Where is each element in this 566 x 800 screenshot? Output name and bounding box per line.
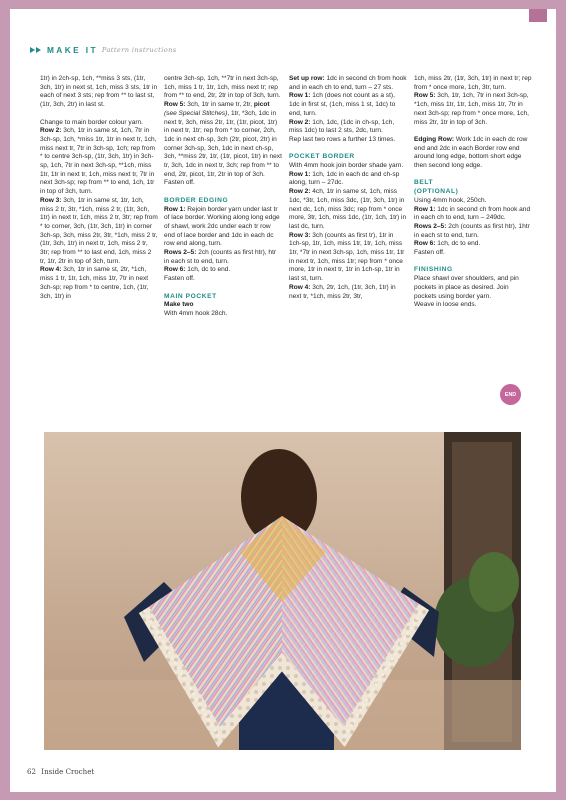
instruction-paragraph <box>414 301 532 310</box>
instruction-text: 1tr) in 2ch-sp, 1ch, **miss 3 sts, (1tr, 3ch, 1tr) in next st, 1ch, miss 3 sts, 1tr in each of next 3 sts; rep from ** to last st, (1tr, 3ch, 2tr) in last st. <box>40 75 158 109</box>
instruction-paragraph <box>289 232 407 284</box>
instruction-text: 3ch, 1tr in same tr, 2tr, <box>185 101 254 109</box>
instruction-text: Using 4mm hook, 250ch. <box>414 196 487 204</box>
row-label: Row 2: <box>289 118 311 126</box>
instruction-paragraph <box>414 75 532 92</box>
instruction-text: 1ch, 1dc, (1dc in ch-sp, 1ch, miss 1dc) to last 2 sts, 2dc, turn. <box>289 118 395 135</box>
shawl-photo <box>44 432 521 750</box>
instruction-paragraph <box>164 249 282 266</box>
instruction-paragraph <box>289 284 407 301</box>
instruction-text: Fasten off. <box>414 249 445 257</box>
row-label: Row 4: <box>40 266 62 274</box>
section-heading: BELT <box>414 179 434 187</box>
instruction-text: Weave in loose ends. <box>414 301 477 309</box>
instruction-text: 1ch, dc to end. <box>435 240 481 248</box>
instruction-text: 1dc in second ch from hook and in each ch to end, turn – 249dc. <box>414 205 531 222</box>
row-label: Row 1: <box>164 205 186 213</box>
instruction-text: 3ch, 2tr, 1ch, (1tr, 3ch, 1tr) in next tr, *1ch, miss 2tr, 3tr, <box>289 283 396 300</box>
end-badge: END <box>500 384 521 405</box>
instruction-paragraph <box>164 275 282 284</box>
text-column-1 <box>40 75 158 301</box>
instruction-text: 1ch, 1dc in each dc and ch-sp along, turn – 27dc. <box>289 170 400 187</box>
instruction-paragraph <box>414 275 532 301</box>
instruction-paragraph <box>40 266 158 301</box>
section-heading: POCKET BORDER <box>289 153 355 161</box>
section-title: MAKE IT <box>47 45 98 55</box>
row-label: Row 1: <box>414 205 436 213</box>
paragraph-gap <box>164 188 282 197</box>
instruction-text: 1ch, miss 2tr, (1tr, 3ch, 1tr) in next tr; rep from * once more, 1ch, 3tr, turn. <box>414 75 532 91</box>
paragraph-gap <box>414 171 532 180</box>
row-label: Row 2: <box>289 188 311 196</box>
paragraph-gap <box>414 258 532 267</box>
row-label: Row 1: <box>289 170 311 178</box>
section-heading: BORDER EDGING <box>164 196 229 204</box>
instruction-text: 3ch, 1tr in same st, 2tr, *1ch, miss 1 tr, 1tr, 1ch, miss 1tr, 7tr in next 3ch-sp; rep from * to centre, 1ch, (1tr, 3ch, 1tr) in <box>40 266 149 300</box>
row-label: Row 2: <box>40 127 62 135</box>
text-column-2 <box>164 75 282 319</box>
row-label: Row 5: <box>164 101 186 109</box>
stitch-term: picot <box>253 101 270 109</box>
instruction-text: centre 3ch-sp, 1ch, **7tr in next 3ch-sp, 1ch, miss 1 tr, 1tr, 1ch, miss next tr; rep from ** to end, 2tr, 2tr in top of 3ch, turn. <box>164 75 281 100</box>
instruction-text: 3ch, 1tr, 1ch, 7tr in next 3ch-sp, *1ch, miss 1tr, 1tr, 1ch, miss 1tr, 7tr in next 3ch-sp; rep from * once more, 1ch, miss 2tr, 1tr in top of 3ch. <box>414 92 529 126</box>
instruction-paragraph <box>414 197 532 206</box>
instruction-text: 1ch (does not count as a st), 1dc in first st, (1ch, miss 1 st, 1dc) to end, turn. <box>289 92 396 117</box>
row-label: Set up row: <box>289 75 325 82</box>
instruction-text: Rejoin border yarn under last tr of lace border. Working along long edge of shawl, work 2dc under each tr row end of lace border and 1dc in each dc row end along, turn. <box>164 205 280 248</box>
instruction-paragraph <box>164 206 282 250</box>
section-heading: (OPTIONAL) <box>414 188 459 196</box>
page-number: 62 <box>27 767 37 776</box>
paragraph-gap <box>289 145 407 154</box>
row-label: Rows 2–5: <box>414 222 447 230</box>
row-label: Row 6: <box>414 240 436 248</box>
row-label: Row 4: <box>289 283 311 291</box>
row-label: Edging Row: <box>414 135 455 143</box>
instruction-paragraph <box>414 249 532 258</box>
section-heading: MAIN POCKET <box>164 292 217 300</box>
instruction-paragraph <box>414 92 532 127</box>
instruction-text: 2ch (counts as first htr), 1htr in each st to end, turn. <box>414 222 530 239</box>
section-header <box>30 43 177 57</box>
instruction-paragraph <box>414 136 532 171</box>
instruction-paragraph <box>40 75 158 110</box>
instruction-text: , 1tr, *3ch, 1dc in next tr, 3ch, miss 2tr, 1tr, (1tr, picot, 1tr) in next tr, 1tr; rep from * to corner, 2ch, 1dc in next ch-sp, 3ch (2tr, picot, 2tr) in corner 3ch-sp, 3ch, 1dc in next ch-sp, 3ch, **miss 2tr, 1tr, (1tr, picot, 1tr) in next tr, 3ch, 1dc in next tr, 3ch; rep from ** to end, 2tr, picot, 1tr, 2tr in top of 3ch. Fasten off. <box>164 109 282 187</box>
section-subtitle: Pattern instructions <box>101 46 177 54</box>
instruction-text: 4ch, 1tr in same st, 1ch, miss 1dc, *3tr, 1ch, miss 3dc, (1tr, 3ch, 1tr) in next dc, 1ch, miss 3dc; rep from * once more, 3tr, 1ch, miss 1dc, (1tr, 1ch, 1tr) in last dc, turn. <box>289 188 407 230</box>
instruction-paragraph <box>40 127 158 197</box>
text-column-4 <box>414 75 532 310</box>
instruction-paragraph <box>289 119 407 136</box>
bold-instruction: Make two <box>164 301 194 309</box>
instruction-paragraph <box>289 75 407 92</box>
paragraph-gap <box>40 110 158 119</box>
instruction-text: 3ch, 1tr in same st, 1tr, 1ch, miss 2 tr, 3tr, *1ch, miss 2 tr, (1tr, 3ch, 1tr) in next tr, 1ch, miss 2 tr, 3tr; rep from * to corner, 3ch, (1tr, 3ch, 1tr) in corner 3ch-sp, 3ch, miss 2tr, 3tr, *1ch, miss 2 tr, (1tr, 3ch, 1tr) in next tr, 1ch, miss 2 tr, 3tr; rep from ** to last end, 1ch, miss 2 tr, 1tr, 2tr in top of 3ch, turn. <box>40 196 158 265</box>
watermark: PassionForum.ru <box>447 775 522 785</box>
paragraph-gap <box>164 284 282 293</box>
instruction-text: Change to main border colour yarn. <box>40 118 143 126</box>
instruction-paragraph <box>164 75 282 101</box>
instruction-paragraph <box>164 101 282 188</box>
instruction-paragraph <box>40 119 158 128</box>
instruction-text: 1ch, dc to end. <box>185 266 231 274</box>
instruction-text: Fasten off. <box>164 275 195 283</box>
instruction-paragraph <box>414 223 532 240</box>
instruction-text: With 4mm hook join border shade yarn. <box>289 162 404 170</box>
instruction-paragraph <box>164 266 282 275</box>
instruction-paragraph <box>414 206 532 223</box>
instruction-paragraph <box>289 171 407 188</box>
row-label: Row 3: <box>40 196 62 204</box>
double-arrow-icon <box>30 47 42 53</box>
instruction-paragraph <box>414 240 532 249</box>
instruction-text: With 4mm hook 28ch. <box>164 309 228 317</box>
instruction-paragraph <box>289 136 407 145</box>
section-heading: FINISHING <box>414 266 453 274</box>
instruction-text: Rep last two rows a further 13 times. <box>289 135 396 143</box>
row-label: Rows 2–5: <box>164 249 197 257</box>
instruction-paragraph <box>164 310 282 319</box>
instruction-text: 1dc in second ch from hook and in each ch to end, turn – 27 sts. <box>289 75 407 91</box>
instruction-text: Place shawl over shoulders, and pin pockets in place as desired. Join pockets using border yarn. <box>414 275 519 300</box>
instruction-text: 3ch (counts as first tr), 1tr in 1ch-sp, 1tr, 1ch, miss 1tr, 1tr, 1ch, miss 1tr, *7tr in next 3ch-sp, 1ch, miss 1tr, 1tr in next tr, 1ch, miss 1tr; rep from * once more, 1tr in next tr, 1tr in 1ch-sp, 1tr in last st, turn. <box>289 231 405 283</box>
paragraph-gap <box>414 127 532 136</box>
page-tab-marker <box>529 9 547 22</box>
text-column-3 <box>289 75 407 301</box>
instruction-paragraph <box>289 162 407 171</box>
stitch-reference: (see Special Stitches) <box>164 109 228 117</box>
page-footer <box>27 767 97 776</box>
row-label: Row 1: <box>289 92 311 100</box>
instruction-paragraph <box>289 188 407 232</box>
row-label: Row 3: <box>289 231 311 239</box>
instruction-paragraph <box>289 92 407 118</box>
row-label: Row 5: <box>414 92 436 100</box>
instruction-text: 2ch (counts as first htr), htr in each st to end, turn. <box>164 249 277 265</box>
instruction-text: Work 1dc in each dc row end and 2dc in each Border row end around long edge, bottom short edge then second long edge. <box>414 135 528 170</box>
instruction-paragraph <box>40 197 158 267</box>
instruction-text: 3ch, 1tr in same st, 1ch, 7tr in 3ch-sp, 1ch, *miss 1tr, 1tr in next tr, 1ch, miss next tr, 7tr in 3ch-sp, 1ch; rep from * to centre 3ch-sp, (1tr, 3ch, 1tr) in 3ch-sp, 1ch, 7tr in next 3ch-sp, **1ch, miss 1tr, 1tr in next tr, 1ch, miss next tr, 7tr in next 3ch-sp; rep from ** to end, 1ch, 1tr in top of 3ch, turn. <box>40 127 157 196</box>
magazine-name: Inside Crochet <box>41 767 95 776</box>
row-label: Row 6: <box>164 266 186 274</box>
